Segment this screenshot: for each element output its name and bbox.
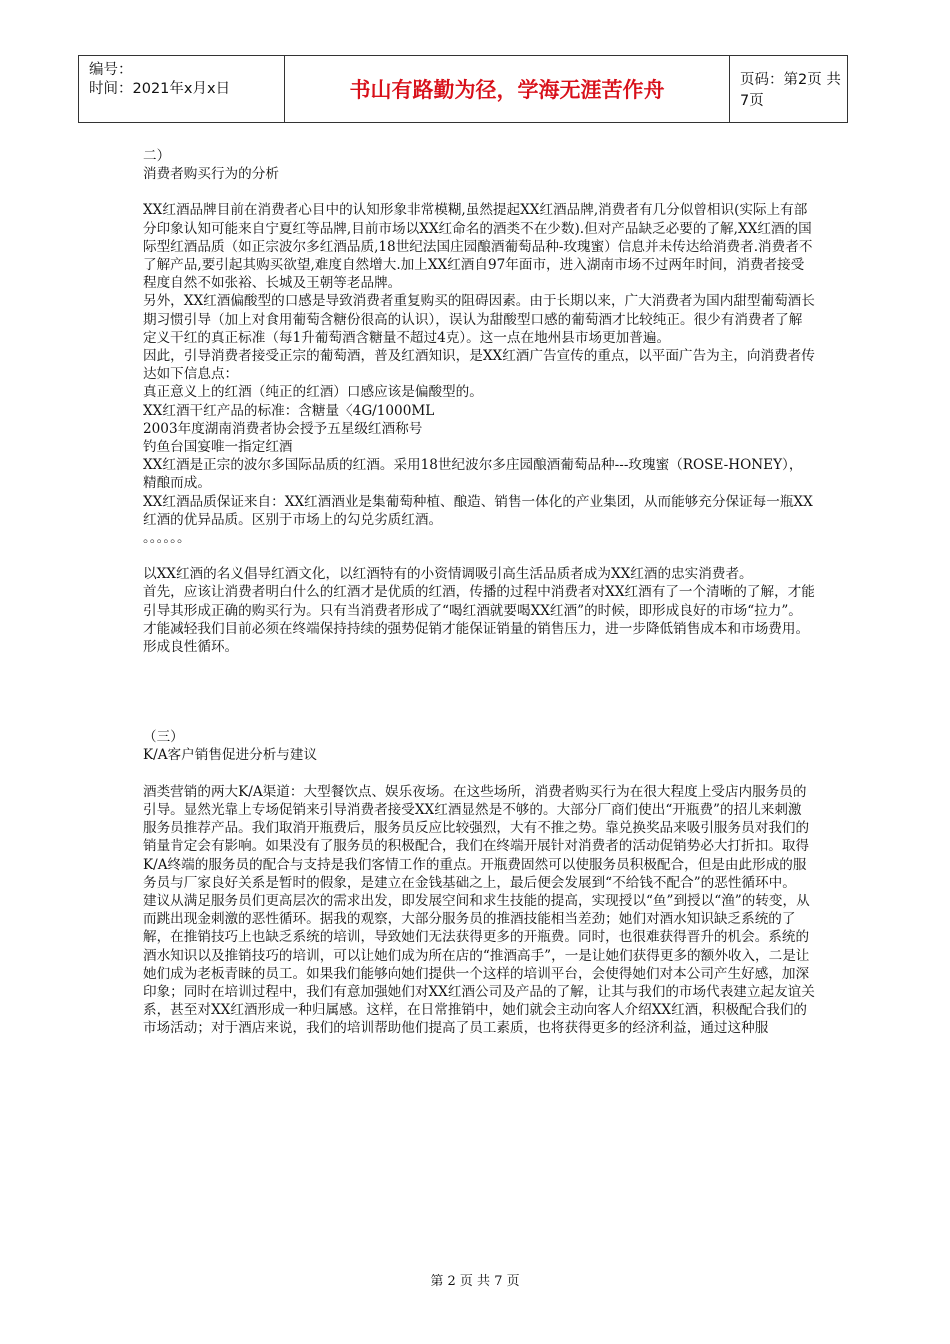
section-3-title: K/A客户销售促进分析与建议: [143, 747, 318, 764]
document-time-label: 时间：2021年x月x日: [89, 81, 231, 97]
section-2-title: 消费者购买行为的分析: [143, 166, 279, 183]
header-meta: [79, 56, 285, 122]
page-header: [78, 55, 848, 123]
paragraph: 另外，XX红酒偏酸型的口感是导致消费者重复购买的阻碍因素。由于长期以来，广大消费者为国内甜型葡萄酒长期习惯引导（加上对食用葡萄含糖份很高的认识），误认为甜酸型口感的葡萄酒才比较纯正。很少有消费者了解定义干红的真正标准（每1升葡萄酒含糖量不超过4克）。这一点在地州县市场更加普遍。: [143, 293, 815, 346]
ellipsis: 。。。。。。: [143, 530, 191, 547]
section-3-number: （三）: [143, 729, 184, 746]
info-point: XX红酒是正宗的波尔多国际品质的红酒。采用18世纪波尔多庄园酿酒葡萄品种---玫瑰蜜（ROSE-HONEY），精酿而成。: [143, 457, 803, 492]
header-motto: 书山有路勤为径，学海无涯苦作舟: [285, 56, 730, 122]
info-point: 真正意义上的红酒（纯正的红酒）口感应该是偏酸型的。: [143, 384, 483, 401]
paragraph: 以XX红酒的名义倡导红酒文化，以红酒特有的小资情调吸引高生活品质者成为XX红酒的忠实消费者。: [143, 566, 753, 583]
paragraph: 酒类营销的两大K/A渠道：大型餐饮点、娱乐夜场。在这些场所，消费者购买行为在很大程度上受店内服务员的引导。显然光靠上专场促销来引导消费者接受XX红酒显然是不够的。大部分厂商们使出“开瓶费”的招儿来刺激服务员推荐产品。我们取消开瓶费后，服务员反应比较强烈，大有不推之势。靠兑换奖品来吸引服务员对我们的销量肯定会有影响。如果没有了服务员的积极配合，我们在终端开展针对消费者的活动促销势必大打折扣。取得K/A终端的服务员的配合与支持是我们客情工作的重点。开瓶费固然可以使服务员积极配合，但是由此形成的服务员与厂家良好关系是暂时的假象，是建立在金钱基础之上，最后便会发展到“不给钱不配合”的恶性循环中。: [143, 783, 810, 891]
paragraph: XX红酒品牌目前在消费者心目中的认知形象非常模糊,虽然提起XX红酒品牌,消费者有几分似曾相识(实际上有部分印象认知可能来自宁夏红等品牌,目前市场以XX红命名的酒类不在少数).但对产品缺乏必要的了解,XX红酒的国际型红酒品质（如正宗波尔多红酒品质,18世纪法国庄园酿酒葡萄品种-玫瑰蜜）信息并未传达给消费者.消费者不了解产品,要引起其购买欲望,难度自然增大.加上XX红酒自97年面市，进入湖南市场不过两年时间，消费者接受程度自然不如张裕、长城及王朝等老品牌。: [143, 202, 813, 292]
document-body: [143, 147, 815, 1038]
info-point: XX红酒品质保证来自：XX红酒酒业是集葡萄种植、酿造、销售一体化的产业集团，从而能够充分保证每一瓶XX红酒的优异品质。区别于市场上的勾兑劣质红酒。: [143, 493, 813, 528]
header-page-number: 页码：第2页 共7页: [740, 72, 841, 109]
info-point: 钓鱼台国宴唯一指定红酒: [143, 439, 293, 456]
paragraph: 首先，应该让消费者明白什么的红酒才是优质的红酒，传播的过程中消费者对XX红酒有了一个清晰的了解，才能引导其形成正确的购买行为。只有当消费者形成了“喝红酒就要喝XX红酒”的时候，即形成良好的市场“拉力”。才能减轻我们目前必须在终端保持持续的强势促销才能保证销量的销售压力，进一步降低销售成本和市场费用。形成良性循环。: [143, 584, 815, 656]
section-2-number: 二）: [143, 148, 171, 164]
document-number-label: 编号：: [89, 62, 133, 78]
page-footer: 第 2 页 共 7 页: [430, 1274, 520, 1289]
paragraph: 因此，引导消费者接受正宗的葡萄酒，普及红酒知识，是XX红酒广告宣传的重点，以平面广告为主，向消费者传达如下信息点：: [143, 348, 815, 383]
info-point: XX红酒干红产品的标准：含糖量〈4G/1000ML: [143, 402, 435, 419]
paragraph: 建议从满足服务员们更高层次的需求出发，即发展空间和求生技能的提高，实现授以“鱼”到授以“渔”的转变，从而跳出现金刺激的恶性循环。据我的观察，大部分服务员的推酒技能相当差劲；她们对酒水知识缺乏系统的了解，在推销技巧上也缺乏系统的培训，导致她们无法获得更多的开瓶费。同时，也很难获得晋升的机会。系统的酒水知识以及推销技巧的培训，可以让她们成为所在店的“推酒高手”，一是让她们获得更多的额外收入，二是让她们成为老板青睐的员工。如果我们能够向她们提供一个这样的培训平台，会使得她们对本公司产生好感，加深印象；同时在培训过程中，我们有意加强她们对XX红酒公司及产品的了解，让其与我们的市场代表建立起友谊关系，甚至对XX红酒形成一种归属感。这样，在日常推销中，她们就会主动向客人介绍XX红酒，积极配合我们的市场活动；对于酒店来说，我们的培训帮助他们提高了员工素质，也将获得更多的经济利益，通过这种服: [143, 892, 815, 1037]
info-point: 2003年度湖南消费者协会授予五星级红酒称号: [143, 420, 423, 437]
